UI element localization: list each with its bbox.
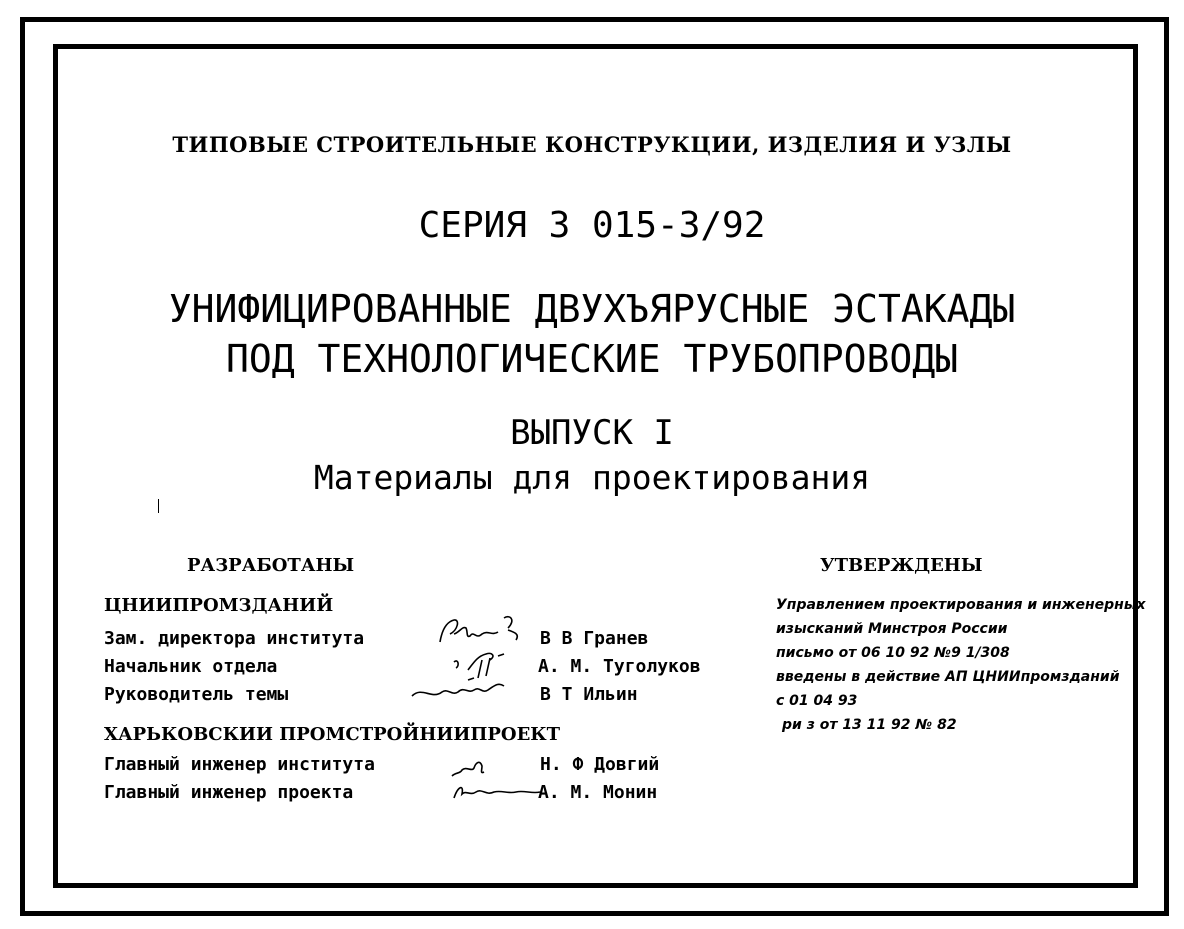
issue-subtitle: Материалы для проектирования bbox=[313, 458, 871, 497]
staff-role: Зам. директора института bbox=[104, 628, 365, 649]
staff-name: А. М. Монин bbox=[538, 782, 658, 803]
series-number: СЕРИЯ 3 015-3/92 bbox=[418, 205, 766, 246]
signature-monin bbox=[450, 782, 544, 804]
document-title-line-1: УНИФИЦИРОВАННЫЕ ДВУХЪЯРУСНЫЕ ЭСТАКАДЫ bbox=[168, 287, 1016, 331]
approval-line: введены в действие АП ЦНИИпромзданий bbox=[776, 669, 1120, 685]
document-title-line-2: ПОД ТЕХНОЛОГИЧЕСКИЕ ТРУБОПРОВОДЫ bbox=[225, 337, 959, 381]
issue-number: ВЫПУСК I bbox=[510, 413, 674, 453]
approved-heading: УТВЕРЖДЕНЫ bbox=[820, 555, 983, 576]
signature-ilyin bbox=[408, 676, 518, 706]
staff-name: Н. Ф Довгий bbox=[540, 754, 660, 775]
staff-name: А. М. Туголуков bbox=[538, 656, 701, 677]
staff-role: Главный инженер проекта bbox=[104, 782, 354, 803]
developed-heading: РАЗРАБОТАНЫ bbox=[187, 555, 355, 576]
approval-line: Управлением проектирования и инженерных bbox=[776, 597, 1146, 613]
approval-line: письмо от 06 10 92 №9 1/308 bbox=[776, 645, 1010, 661]
approval-line: изысканий Минстроя России bbox=[776, 621, 1008, 637]
staff-role: Главный инженер института bbox=[104, 754, 375, 775]
staff-role: Начальник отдела bbox=[104, 656, 278, 677]
staff-name: В Т Ильин bbox=[540, 684, 638, 705]
organization-name: ЦНИИПРОМЗДАНИЙ bbox=[104, 595, 334, 616]
stray-mark bbox=[158, 499, 159, 513]
organization-name: ХАРЬКОВСКИИ ПРОМСТРОЙНИИПРОЕКТ bbox=[104, 724, 561, 745]
signature-dovgiy bbox=[450, 756, 490, 780]
series-category: ТИПОВЫЕ СТРОИТЕЛЬНЫЕ КОНСТРУКЦИИ, ИЗДЕЛИЯ И УЗЛЫ bbox=[172, 132, 1012, 157]
approval-line: ри з от 13 11 92 № 82 bbox=[782, 717, 957, 733]
approval-line: с 01 04 93 bbox=[776, 693, 858, 709]
staff-role: Руководитель темы bbox=[104, 684, 289, 705]
staff-name: В В Гранев bbox=[540, 628, 649, 649]
